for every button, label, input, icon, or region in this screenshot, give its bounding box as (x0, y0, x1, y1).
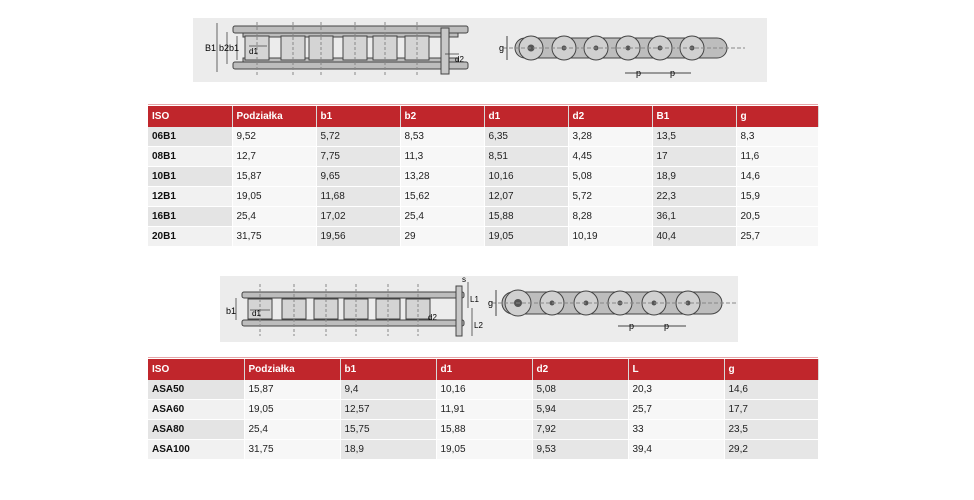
table-cell: 19,05 (232, 187, 316, 207)
table-row (148, 420, 818, 440)
row-iso-code: 16B1 (148, 207, 232, 227)
col-B1: B1 (652, 106, 736, 127)
table-cell: 5,72 (568, 187, 652, 207)
table2-header-row (148, 359, 818, 380)
table-cell: 13,5 (652, 127, 736, 147)
chain-drawing-1-svg (193, 18, 767, 82)
table-cell: 31,75 (232, 227, 316, 247)
table-cell: 15,87 (232, 167, 316, 187)
label-g-2: g (488, 298, 494, 308)
col-d2: d2 (532, 359, 628, 380)
table-cell: 10,16 (484, 167, 568, 187)
label-s: s (462, 276, 466, 284)
col-d1: d1 (436, 359, 532, 380)
table-cell: 17 (652, 147, 736, 167)
label-g: g (499, 43, 505, 53)
table-cell: 15,88 (436, 420, 532, 440)
table-cell: 7,92 (532, 420, 628, 440)
table-cell: 23,5 (724, 420, 818, 440)
chain-drawing-2-svg (220, 276, 738, 342)
row-iso-code: ASA50 (148, 380, 244, 400)
table-cell: 14,6 (724, 380, 818, 400)
row-iso-code: 08B1 (148, 147, 232, 167)
col-iso: ISO (148, 359, 244, 380)
table-cell: 20,5 (736, 207, 818, 227)
table-cell: 8,28 (568, 207, 652, 227)
table-cell: 5,72 (316, 127, 400, 147)
table-cell: 13,28 (400, 167, 484, 187)
table-cell: 6,35 (484, 127, 568, 147)
table-row (148, 187, 818, 207)
table-cell: 29 (400, 227, 484, 247)
table-cell: 29,2 (724, 440, 818, 460)
row-iso-code: 20B1 (148, 227, 232, 247)
table-cell: 25,7 (628, 400, 724, 420)
table-cell: 5,94 (532, 400, 628, 420)
table-cell: 4,45 (568, 147, 652, 167)
table-cell: 25,4 (244, 420, 340, 440)
table-cell: 9,4 (340, 380, 436, 400)
table-cell: 15,87 (244, 380, 340, 400)
chain-drawing-2 (220, 276, 738, 342)
table-cell: 19,56 (316, 227, 400, 247)
table-cell: 19,05 (436, 440, 532, 460)
table-cell: 15,62 (400, 187, 484, 207)
table-row (148, 207, 818, 227)
table-cell: 40,4 (652, 227, 736, 247)
table-cell: 22,3 (652, 187, 736, 207)
table-cell: 9,52 (232, 127, 316, 147)
table-cell: 39,4 (628, 440, 724, 460)
table-row (148, 147, 818, 167)
label-L1: L1 (470, 295, 479, 304)
col-d1: d1 (484, 106, 568, 127)
table-cell: 5,08 (532, 380, 628, 400)
table-cell: 10,16 (436, 380, 532, 400)
table-cell: 15,88 (484, 207, 568, 227)
table-cell: 8,3 (736, 127, 818, 147)
col-iso: ISO (148, 106, 232, 127)
row-iso-code: 06B1 (148, 127, 232, 147)
table1-header-row (148, 106, 818, 127)
table-cell: 19,05 (484, 227, 568, 247)
table-cell: 15,9 (736, 187, 818, 207)
label-d2: d2 (455, 55, 464, 64)
spec-table-b-series (148, 106, 819, 247)
chain-drawing-1 (193, 18, 767, 82)
label-p2: p (670, 68, 676, 78)
table-cell: 15,75 (340, 420, 436, 440)
table-cell: 7,75 (316, 147, 400, 167)
label-b1: b1 (229, 43, 240, 53)
label-p1-2: p (629, 321, 635, 331)
table-cell: 18,9 (340, 440, 436, 460)
label-p2-2: p (664, 321, 670, 331)
col-d2: d2 (568, 106, 652, 127)
table-cell: 12,07 (484, 187, 568, 207)
label-p1: p (636, 68, 642, 78)
table2-top-rule (148, 357, 818, 358)
col-L: L (628, 359, 724, 380)
table-cell: 17,7 (724, 400, 818, 420)
label-b2: b2 (219, 43, 230, 53)
table-cell: 33 (628, 420, 724, 440)
col-b1: b1 (340, 359, 436, 380)
col-b2: b2 (400, 106, 484, 127)
table-cell: 12,7 (232, 147, 316, 167)
spec-table-asa-series (148, 359, 819, 460)
table-cell: 11,3 (400, 147, 484, 167)
table-cell: 20,3 (628, 380, 724, 400)
label-d2-2: d2 (428, 313, 437, 322)
table-cell: 17,02 (316, 207, 400, 227)
label-b1-2: b1 (226, 306, 237, 316)
table-cell: 3,28 (568, 127, 652, 147)
label-B1: B1 (205, 43, 217, 53)
label-L2: L2 (474, 321, 483, 330)
table-row (148, 400, 818, 420)
table-cell: 12,57 (340, 400, 436, 420)
table-row (148, 167, 818, 187)
table-row (148, 227, 818, 247)
label-d1-2: d1 (252, 309, 261, 318)
table-cell: 31,75 (244, 440, 340, 460)
table-cell: 25,7 (736, 227, 818, 247)
col-b1: b1 (316, 106, 400, 127)
table-cell: 25,4 (400, 207, 484, 227)
table-cell: 11,91 (436, 400, 532, 420)
row-iso-code: ASA80 (148, 420, 244, 440)
table-cell: 8,51 (484, 147, 568, 167)
table-cell: 9,53 (532, 440, 628, 460)
col-pitch: Podziałka (244, 359, 340, 380)
table-cell: 5,08 (568, 167, 652, 187)
row-iso-code: ASA100 (148, 440, 244, 460)
table-cell: 11,68 (316, 187, 400, 207)
table-cell: 14,6 (736, 167, 818, 187)
col-pitch: Podziałka (232, 106, 316, 127)
table-row (148, 380, 818, 400)
table-cell: 8,53 (400, 127, 484, 147)
table-cell: 19,05 (244, 400, 340, 420)
row-iso-code: 12B1 (148, 187, 232, 207)
row-iso-code: 10B1 (148, 167, 232, 187)
col-g: g (724, 359, 818, 380)
table-row (148, 127, 818, 147)
table-cell: 10,19 (568, 227, 652, 247)
table-cell: 9,65 (316, 167, 400, 187)
table-row (148, 440, 818, 460)
label-d1: d1 (249, 47, 258, 56)
table-cell: 25,4 (232, 207, 316, 227)
row-iso-code: ASA60 (148, 400, 244, 420)
col-g: g (736, 106, 818, 127)
table-cell: 18,9 (652, 167, 736, 187)
table1-top-rule (148, 104, 818, 105)
table-cell: 36,1 (652, 207, 736, 227)
table-cell: 11,6 (736, 147, 818, 167)
